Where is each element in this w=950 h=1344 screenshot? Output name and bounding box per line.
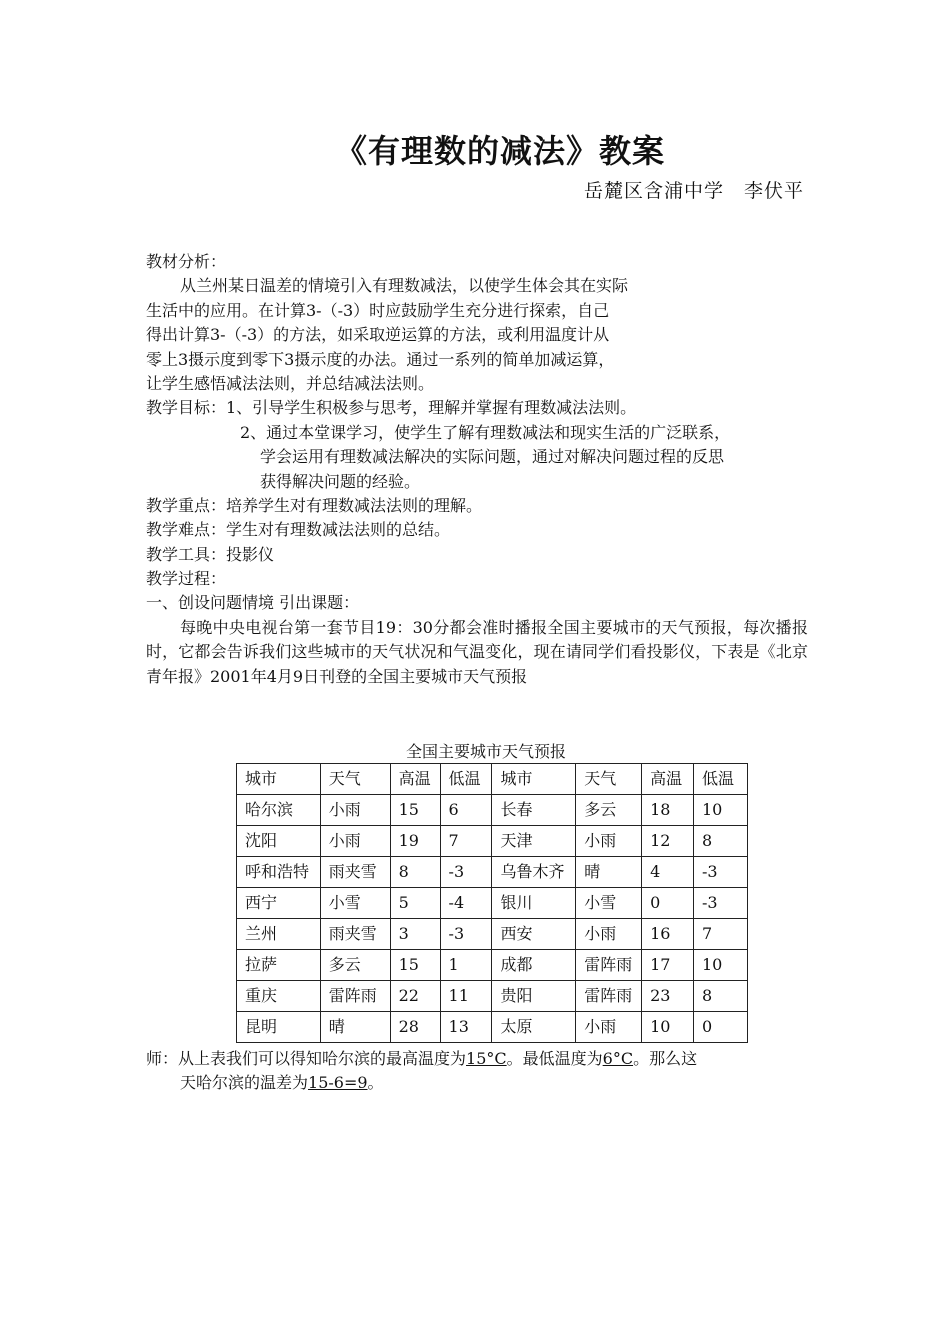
teacher-text: 天哈尔滨的温差为 [180,1073,309,1093]
table-cell: 3 [390,919,440,950]
table-cell: 8 [693,826,747,857]
material-line: 生活中的应用。在计算3-（-3）时应鼓励学生充分进行探索，自己 [146,300,610,320]
high-temp-value: 15°C [466,1049,507,1069]
table-cell: 长春 [492,795,576,826]
table-cell: 雷阵雨 [320,981,390,1012]
table-cell: -4 [440,888,492,919]
table-cell: 19 [390,826,440,857]
material-heading: 教材分析： [146,252,227,271]
table-cell: 拉萨 [237,950,321,981]
table-cell: 晴 [576,857,642,888]
teacher-text: 。最低温度为 [506,1049,603,1069]
table-cell: 贵阳 [492,981,576,1012]
table-cell: 小雨 [576,826,642,857]
objective-2-end: 获得解决问题的经验。 [260,471,421,491]
table-cell: 7 [693,919,747,950]
table-header-cell: 低温 [440,764,492,795]
table-cell: 15 [390,795,440,826]
teaching-difficulty: 教学难点：学生对有理数减法法则的总结。 [146,520,451,540]
table-header-cell: 高温 [642,764,694,795]
table-cell: 0 [642,888,694,919]
table-cell: 多云 [576,795,642,826]
table-row [237,950,748,981]
table-caption: 全国主要城市天气预报 [405,742,566,762]
table-cell: 兰州 [237,919,321,950]
teacher-line [146,1047,808,1071]
table-row [237,826,748,857]
table-cell: 16 [642,919,694,950]
table-cell: 1 [440,950,492,981]
teacher-text: 。 [367,1073,384,1093]
teaching-focus: 教学重点：培养学生对有理数减法法则的理解。 [146,495,483,515]
table-cell: 多云 [320,950,390,981]
table-cell: 18 [642,795,694,826]
table-row [237,981,748,1012]
table-cell: 小雨 [320,826,390,857]
table-cell: 12 [642,826,694,857]
objective-1: 教学目标：1、引导学生积极参与思考，理解并掌握有理数减法法则。 [146,398,637,418]
table-cell: 重庆 [237,981,321,1012]
teaching-tools: 教学工具：投影仪 [146,544,275,564]
table-cell: 乌鲁木齐 [492,857,576,888]
table-header-cell: 高温 [390,764,440,795]
table-cell: 10 [693,795,747,826]
table-cell: 小雪 [320,888,390,919]
table-cell: 5 [390,888,440,919]
teaching-process: 教学过程： [146,569,227,589]
table-row [237,1012,748,1043]
table-cell: 0 [693,1012,747,1043]
table-cell: 哈尔滨 [237,795,321,826]
teacher-text: 。那么这 [633,1049,698,1069]
table-cell: 雨夹雪 [320,919,390,950]
table-header-cell: 城市 [492,764,576,795]
objective-2-cont: 学会运用有理数减法解决的实际问题，通过对解决问题过程的反思 [260,447,725,467]
table-cell: 沈阳 [237,826,321,857]
intro-paragraph: 每晚中央电视台第一套节目19：30分都会准时播报全国主要城市的天气预报，每次播报时，它都会告诉我们这些城市的天气状况和气温变化，现在请同学们看投影仪，下表是《北京青年报》2001年4月9日刊登的全国主要城市天气预报 [146,617,808,686]
table-cell: 8 [693,981,747,1012]
section-heading: 一、创设问题情境 引出课题： [146,593,360,613]
table-cell: 雨夹雪 [320,857,390,888]
table-cell: 西安 [492,919,576,950]
table-cell: 小雨 [576,1012,642,1043]
temp-diff-value: 15-6=9 [308,1073,368,1093]
table-header-cell: 天气 [576,764,642,795]
table-cell: 天津 [492,826,576,857]
table-cell: 11 [440,981,492,1012]
table-cell: 10 [693,950,747,981]
teacher-line-cont [146,1071,808,1095]
table-cell: 银川 [492,888,576,919]
table-cell: 小雨 [320,795,390,826]
table-cell: 雷阵雨 [576,950,642,981]
table-cell: 4 [642,857,694,888]
spacer [146,689,808,741]
table-cell: 13 [440,1012,492,1043]
table-cell: 雷阵雨 [576,981,642,1012]
weather-table [236,763,748,1043]
table-cell: 23 [642,981,694,1012]
table-cell: 8 [390,857,440,888]
table-header-cell: 城市 [237,764,321,795]
document-body [146,250,808,1096]
table-cell: 成都 [492,950,576,981]
table-cell: -3 [440,857,492,888]
author-line: 岳麓区含浦中学 李伏平 [583,180,804,202]
table-header-row [237,764,748,795]
table-cell: 22 [390,981,440,1012]
table-row [237,919,748,950]
table-cell: 晴 [320,1012,390,1043]
table-cell: 小雨 [576,919,642,950]
table-cell: 10 [642,1012,694,1043]
low-temp-value: 6°C [602,1049,634,1069]
material-line: 得出计算3-（-3）的方法，如采取逆运算的方法，或利用温度计从 [146,325,610,345]
table-cell: -3 [693,888,747,919]
objective-2: 2、通过本堂课学习，使学生了解有理数减法和现实生活的广泛联系， [240,422,731,442]
table-cell: 昆明 [237,1012,321,1043]
table-cell: 28 [390,1012,440,1043]
table-cell: 呼和浩特 [237,857,321,888]
table-row [237,795,748,826]
table-row [237,857,748,888]
table-cell: -3 [693,857,747,888]
page-title: 《有理数的减法》教案 [334,132,665,170]
table-cell: 西宁 [237,888,321,919]
table-cell: 7 [440,826,492,857]
table-row [237,888,748,919]
material-line: 从兰州某日温差的情境引入有理数减法，以使学生体会其在实际 [180,276,629,296]
table-cell: 17 [642,950,694,981]
table-cell: 小雪 [576,888,642,919]
teacher-note [146,1047,808,1096]
teacher-text: 师：从上表我们可以得知哈尔滨的最高温度为 [146,1049,467,1069]
material-line: 零上3摄示度到零下3摄示度的办法。通过一系列的简单加减运算， [146,349,615,369]
table-cell: -3 [440,919,492,950]
table-header-cell: 天气 [320,764,390,795]
table-cell: 6 [440,795,492,826]
table-cell: 太原 [492,1012,576,1043]
material-line: 让学生感悟减法法则，并总结减法法则。 [146,373,435,393]
table-header-cell: 低温 [693,764,747,795]
table-cell: 15 [390,950,440,981]
